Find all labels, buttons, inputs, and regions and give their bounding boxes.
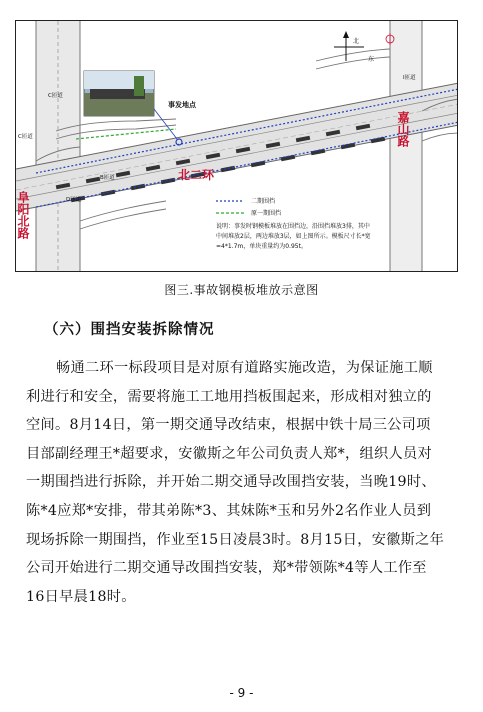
accident-site-label: 事发地点 <box>168 101 196 109</box>
diagram-note-line: 中间堆放2层，两边堆放3层，如上图所示。模板尺寸长*宽 <box>216 233 371 240</box>
ramp-label-d: B匝道 <box>100 175 115 181</box>
compass-east-label: 东 <box>368 56 375 63</box>
legend <box>216 197 371 250</box>
road-label-north-second-ring: 北二环 <box>178 168 215 182</box>
body-line: 畅通二环一标段项目是对原有道路实施改造，为保证施工顺 <box>56 360 433 376</box>
body-line: 16日早晨18时。 <box>26 588 136 605</box>
body-line: 现场拆除一期围挡，作业至15日凌晨3时。8月15日，安徽斯之年 <box>26 531 445 548</box>
ramp-label-e: I匝道 <box>403 75 416 81</box>
figure-caption: 图三.事故钢模板堆放示意图 <box>164 283 319 297</box>
compass-icon <box>334 31 394 63</box>
body-line: 利进行和安全，需要将施工工地用挡板围起来，形成相对独立的 <box>26 388 432 405</box>
legend-phase2-label: 二期围挡 <box>251 198 276 205</box>
body-line: 空间。8月14日，第一期交通导改结束，根据中铁十局三公司项 <box>26 417 431 434</box>
body-paragraph <box>26 354 466 611</box>
site-diagram <box>15 20 458 272</box>
body-line: 目部副经理王*超要求，安徽斯之年公司负责人郑*，组织人员对 <box>26 445 432 462</box>
section-heading: （六）围挡安装拆除情况 <box>44 322 215 338</box>
road-label-fuyang-north: 阜阳北路 <box>16 191 30 239</box>
site-photo <box>84 71 154 116</box>
site-diagram-svg <box>16 21 458 272</box>
ramp-label-a: C匝道 <box>48 93 63 99</box>
diagram-note-line: 说明：事发时钢模板堆放在围挡边，沿围挡堆放3排，其中 <box>216 223 370 230</box>
body-line: 公司开始进行二期交通导改围挡安装，郑*带领陈*4等人工作至 <box>26 560 427 577</box>
compass-north-label: 北 <box>353 38 360 45</box>
legend-phase1-label: 原一期围挡 <box>251 210 282 217</box>
diagram-note-line: =4*1.7m，单块重量约为0.95t。 <box>216 243 307 250</box>
body-line: 一期围挡进行拆除，并开始二期交通导改围挡安装，当晚19时、 <box>26 474 436 491</box>
road-label-jiashan: 嘉山路 <box>396 111 410 147</box>
ramp-label-c: D匝道 <box>66 197 82 203</box>
left-vertical-road <box>36 21 80 272</box>
body-line: 陈*4应郑*安排，带其弟陈*3、其妹陈*玉和另外2名作业人员到 <box>26 502 432 519</box>
ramp-label-b: C匝道 <box>18 134 33 140</box>
page-number: - 9 - <box>229 686 254 700</box>
